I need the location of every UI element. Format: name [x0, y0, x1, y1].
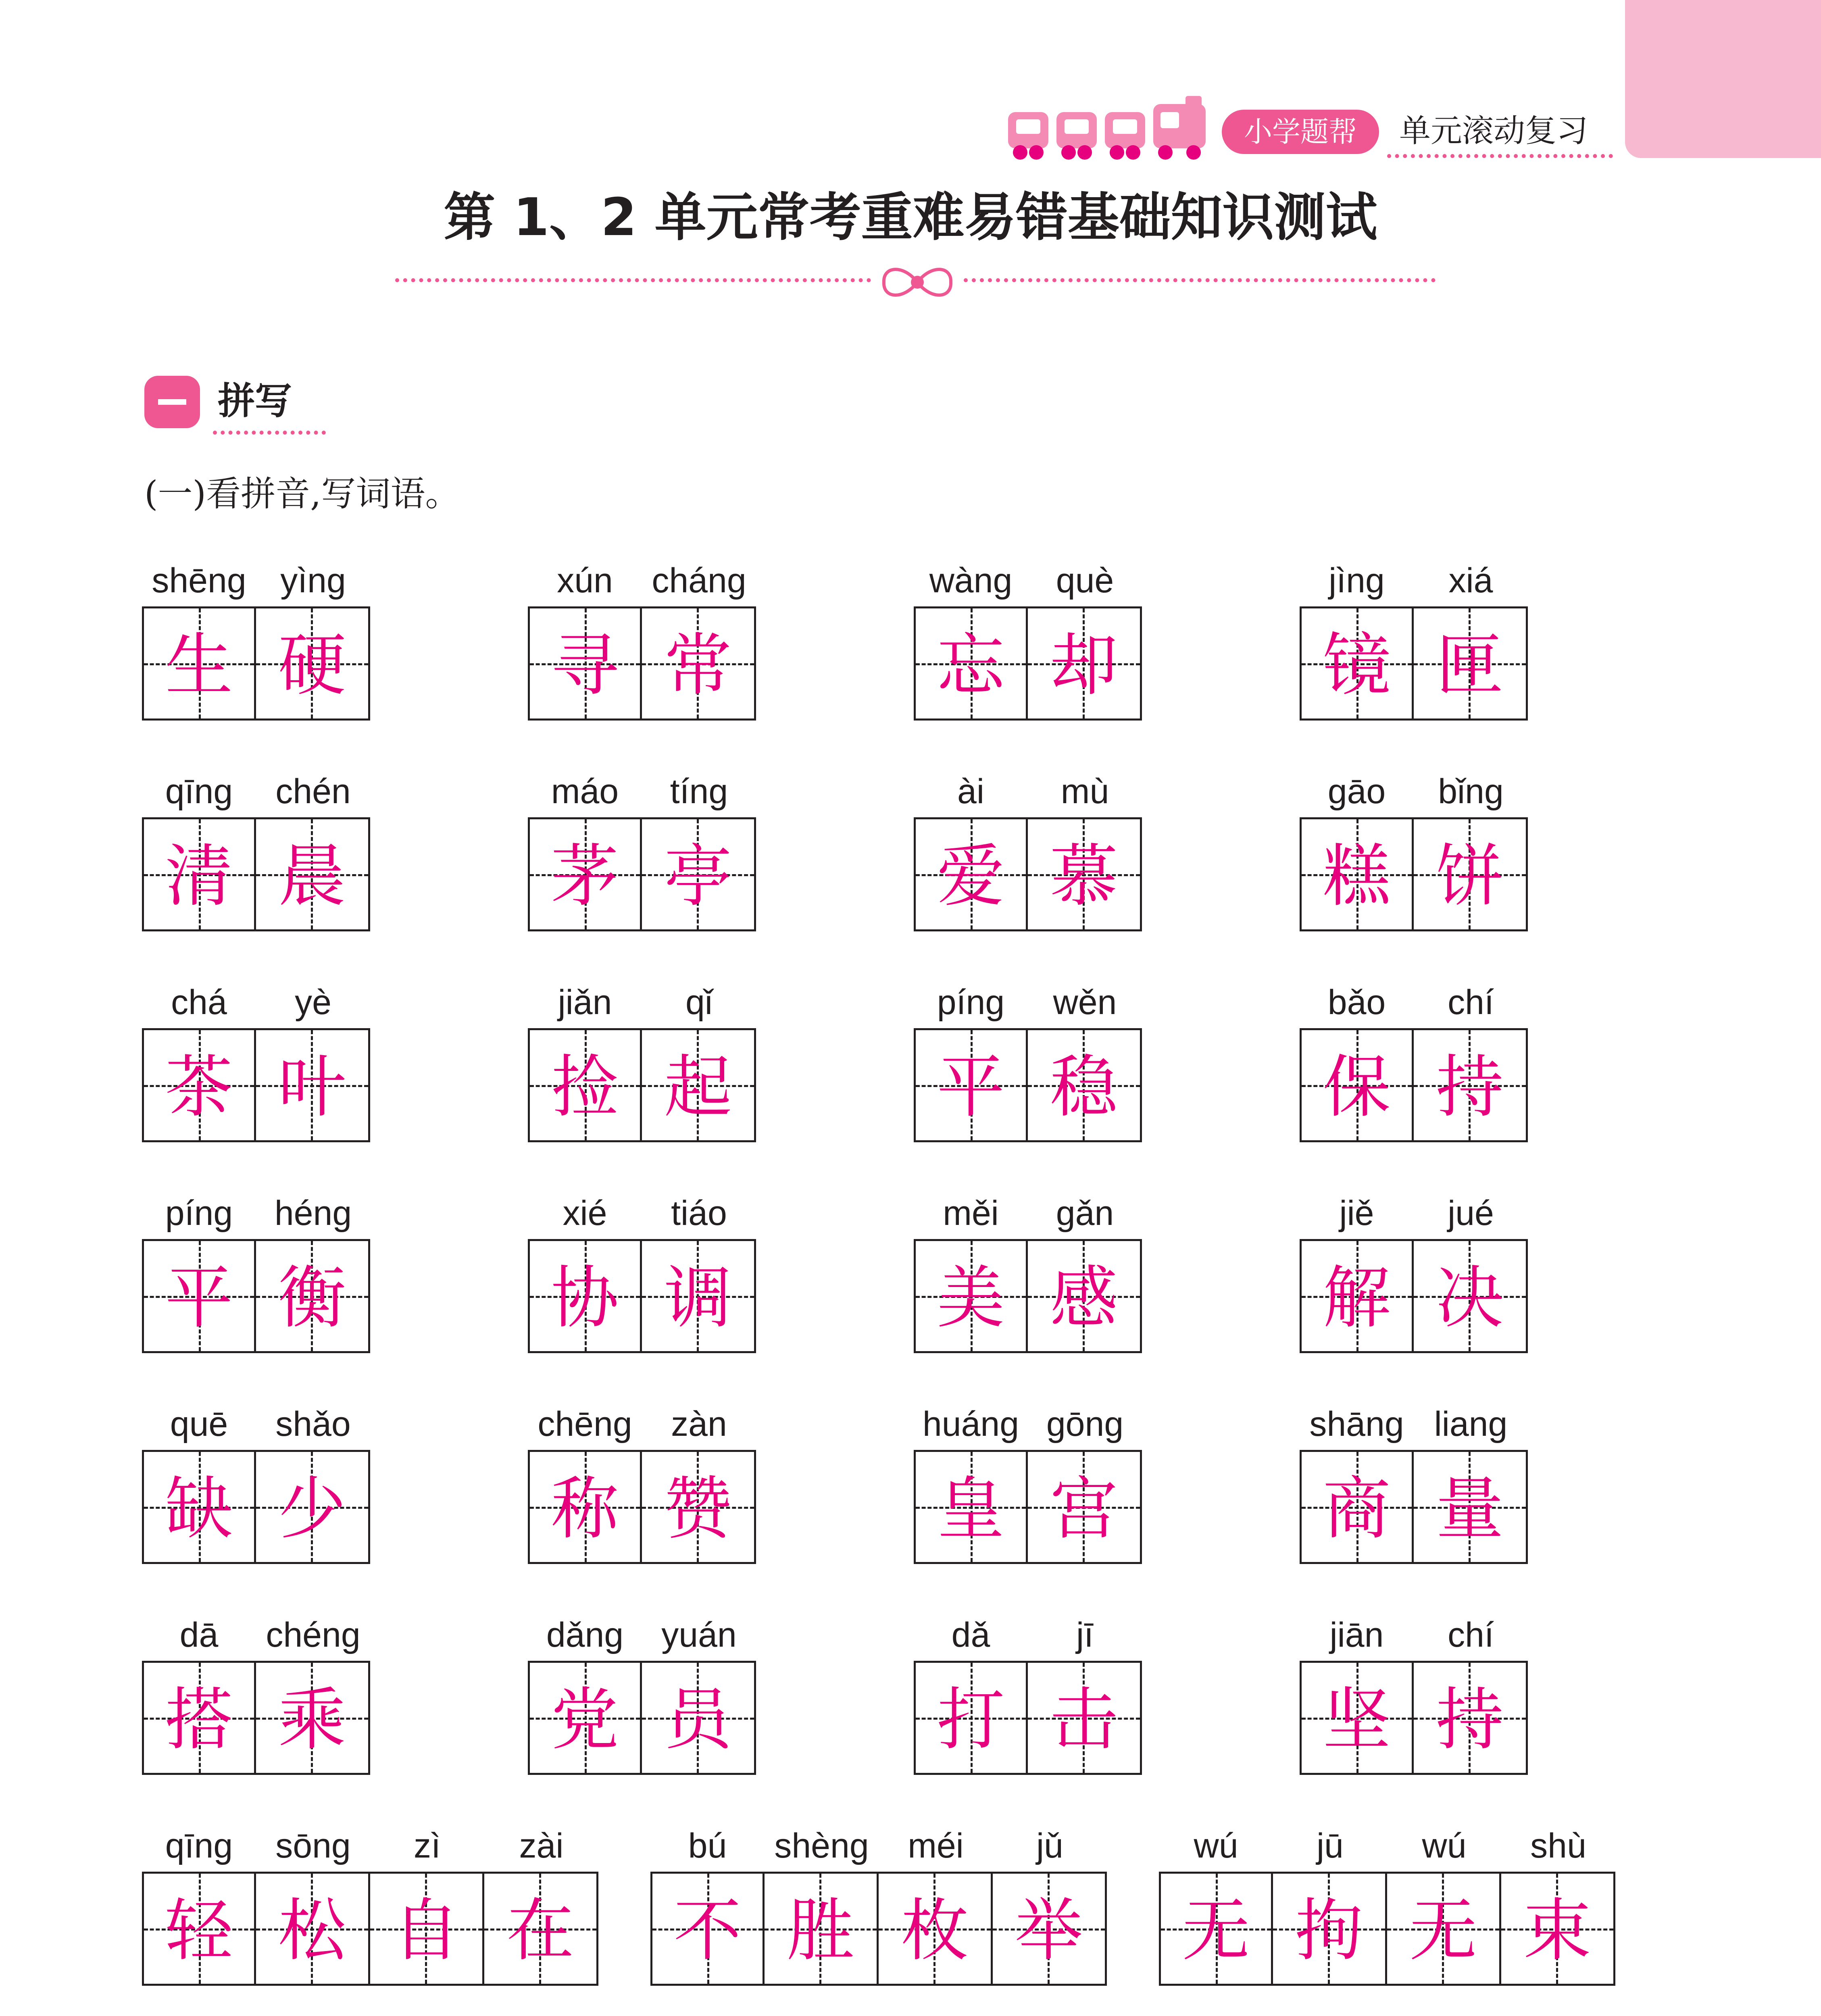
- pinyin-syllable: mù: [1061, 772, 1109, 811]
- pinyin-syllable: chá: [171, 983, 227, 1022]
- character-box[interactable]: [642, 1450, 756, 1564]
- answer-character: 清: [165, 837, 233, 916]
- answer-character: 茅: [551, 837, 619, 916]
- pinyin-syllable: yuán: [661, 1616, 737, 1654]
- character-box[interactable]: [642, 1661, 756, 1775]
- answer-character: 美: [937, 1258, 1005, 1337]
- character-box[interactable]: [1414, 1239, 1528, 1353]
- answer-character: 不: [673, 1891, 742, 1970]
- character-box[interactable]: [642, 1028, 756, 1142]
- character-box[interactable]: [142, 1028, 256, 1142]
- answer-character: 少: [278, 1469, 346, 1548]
- answer-character: 打: [937, 1680, 1005, 1759]
- title-divider-right: [964, 278, 1436, 282]
- pinyin-syllable: yè: [295, 983, 331, 1022]
- pinyin-syllable: sōng: [275, 1826, 351, 1865]
- pinyin-syllable: chí: [1448, 1616, 1494, 1654]
- section-number-badge: [144, 376, 200, 428]
- pinyin-syllable: yìng: [280, 561, 346, 600]
- pinyin-syllable: què: [1056, 561, 1114, 600]
- pinyin-syllable: huáng: [922, 1405, 1019, 1443]
- character-box[interactable]: [993, 1872, 1107, 1986]
- pinyin-syllable: wú: [1422, 1826, 1467, 1865]
- answer-character: 稳: [1050, 1048, 1118, 1127]
- pinyin-syllable: jiān: [1329, 1616, 1384, 1654]
- pinyin-syllable: jiǎn: [558, 983, 612, 1022]
- bow-icon: [879, 262, 956, 302]
- answer-character: 持: [1436, 1680, 1504, 1759]
- character-box[interactable]: [142, 1872, 256, 1986]
- pinyin-syllable: shǎo: [275, 1405, 351, 1443]
- pinyin-syllable: shēng: [152, 561, 246, 600]
- answer-character: 起: [664, 1048, 732, 1127]
- answer-character: 茶: [165, 1048, 233, 1127]
- character-box[interactable]: [256, 817, 370, 931]
- character-box[interactable]: [1414, 1450, 1528, 1564]
- character-box[interactable]: [914, 1450, 1028, 1564]
- answer-character: 束: [1523, 1891, 1591, 1970]
- character-box[interactable]: [142, 1239, 256, 1353]
- pinyin-syllable: bú: [688, 1826, 727, 1865]
- pinyin-syllable: jī: [1076, 1616, 1094, 1654]
- character-box[interactable]: [1501, 1872, 1615, 1986]
- character-box[interactable]: [642, 1239, 756, 1353]
- character-box[interactable]: [528, 1450, 642, 1564]
- train-icon: [1004, 96, 1214, 165]
- pinyin-syllable: qīng: [165, 772, 233, 811]
- pinyin-syllable: máo: [551, 772, 619, 811]
- answer-character: 协: [551, 1258, 619, 1337]
- pinyin-syllable: jué: [1448, 1194, 1494, 1233]
- answer-character: 轻: [165, 1891, 233, 1970]
- answer-character: 常: [664, 626, 732, 705]
- pinyin-syllable: jū: [1317, 1826, 1344, 1865]
- character-box[interactable]: [142, 817, 256, 931]
- character-box[interactable]: [1414, 1661, 1528, 1775]
- pinyin-syllable: xún: [557, 561, 613, 600]
- character-box[interactable]: [528, 1239, 642, 1353]
- pinyin-syllable: héng: [274, 1194, 352, 1233]
- answer-character: 却: [1050, 626, 1118, 705]
- answer-character: 爱: [937, 837, 1005, 916]
- pinyin-syllable: dǎng: [546, 1616, 624, 1654]
- pinyin-syllable: wú: [1194, 1826, 1238, 1865]
- character-box[interactable]: [256, 1028, 370, 1142]
- pinyin-syllable: zàn: [671, 1405, 727, 1443]
- character-box[interactable]: [528, 817, 642, 931]
- answer-character: 决: [1436, 1258, 1504, 1337]
- character-box[interactable]: [1414, 1028, 1528, 1142]
- answer-character: 称: [551, 1469, 619, 1548]
- answer-character: 乘: [278, 1680, 346, 1759]
- answer-character: 自: [392, 1891, 460, 1970]
- answer-character: 捡: [551, 1048, 619, 1127]
- answer-character: 量: [1436, 1469, 1504, 1548]
- answer-character: 晨: [278, 837, 346, 916]
- answer-character: 调: [664, 1258, 732, 1337]
- header-section-label: 单元滚动复习: [1399, 113, 1588, 149]
- pinyin-syllable: wěn: [1053, 983, 1117, 1022]
- section-underline: [213, 431, 326, 435]
- character-box[interactable]: [914, 817, 1028, 931]
- character-box[interactable]: [1414, 817, 1528, 931]
- pinyin-syllable: píng: [165, 1194, 233, 1233]
- answer-character: 忘: [937, 626, 1005, 705]
- character-box[interactable]: [914, 1661, 1028, 1775]
- character-box[interactable]: [256, 1450, 370, 1564]
- pinyin-syllable: wàng: [929, 561, 1013, 600]
- page-title: 第 1、2 单元常考重难易错基础知识测试: [444, 187, 1377, 248]
- pinyin-syllable: dǎ: [951, 1616, 990, 1654]
- header-divider: [1387, 154, 1613, 158]
- brand-badge: 小学题帮: [1222, 110, 1379, 154]
- answer-character: 商: [1323, 1469, 1391, 1548]
- pinyin-syllable: shāng: [1309, 1405, 1404, 1443]
- character-box[interactable]: [1300, 1239, 1414, 1353]
- character-box[interactable]: [1028, 1239, 1142, 1353]
- answer-character: 匣: [1436, 626, 1504, 705]
- answer-character: 党: [551, 1680, 619, 1759]
- character-box[interactable]: [528, 1028, 642, 1142]
- character-box[interactable]: [914, 606, 1028, 721]
- character-box[interactable]: [1028, 817, 1142, 931]
- answer-character: 解: [1323, 1258, 1391, 1337]
- pinyin-syllable: qǐ: [685, 983, 713, 1022]
- character-box[interactable]: [256, 606, 370, 721]
- answer-character: 坚: [1323, 1680, 1391, 1759]
- pinyin-syllable: gāo: [1327, 772, 1386, 811]
- character-box[interactable]: [142, 606, 256, 721]
- answer-character: 枚: [901, 1891, 969, 1970]
- section-label: 拼写: [218, 379, 292, 423]
- pinyin-syllable: zài: [519, 1826, 564, 1865]
- answer-character: 饼: [1436, 837, 1504, 916]
- title-divider-left: [395, 278, 871, 282]
- character-box[interactable]: [142, 1450, 256, 1564]
- character-box[interactable]: [914, 1028, 1028, 1142]
- character-box[interactable]: [879, 1872, 993, 1986]
- answer-character: 平: [165, 1258, 233, 1337]
- answer-character: 镜: [1323, 626, 1391, 705]
- pinyin-syllable: dā: [179, 1616, 219, 1654]
- pinyin-syllable: chéng: [266, 1616, 360, 1654]
- character-box[interactable]: [1300, 1661, 1414, 1775]
- pinyin-syllable: ài: [957, 772, 984, 811]
- pinyin-syllable: qīng: [165, 1826, 233, 1865]
- pinyin-syllable: píng: [937, 983, 1005, 1022]
- answer-character: 叶: [278, 1048, 346, 1127]
- answer-character: 在: [506, 1891, 574, 1970]
- pinyin-syllable: měi: [943, 1194, 999, 1233]
- answer-character: 宫: [1050, 1469, 1118, 1548]
- pinyin-syllable: méi: [908, 1826, 964, 1865]
- pinyin-syllable: quē: [170, 1405, 228, 1443]
- answer-character: 胜: [787, 1891, 854, 1970]
- character-box[interactable]: [370, 1872, 484, 1986]
- character-box[interactable]: [256, 1872, 370, 1986]
- answer-character: 松: [278, 1891, 346, 1970]
- character-box[interactable]: [642, 817, 756, 931]
- pinyin-syllable: bǐng: [1438, 772, 1504, 811]
- answer-character: 衡: [278, 1258, 346, 1337]
- answer-character: 举: [1015, 1891, 1083, 1970]
- pinyin-syllable: gōng: [1046, 1405, 1124, 1443]
- answer-character: 员: [664, 1680, 732, 1759]
- answer-character: 持: [1436, 1048, 1504, 1127]
- pinyin-syllable: chí: [1448, 983, 1494, 1022]
- answer-character: 平: [937, 1048, 1005, 1127]
- character-box[interactable]: [1414, 606, 1528, 721]
- answer-character: 慕: [1050, 837, 1118, 916]
- character-box[interactable]: [1028, 1028, 1142, 1142]
- character-box[interactable]: [1028, 1450, 1142, 1564]
- character-box[interactable]: [528, 606, 642, 721]
- answer-character: 糕: [1323, 837, 1391, 916]
- pinyin-syllable: chén: [275, 772, 351, 811]
- character-box[interactable]: [642, 606, 756, 721]
- character-box[interactable]: [484, 1872, 598, 1986]
- character-box[interactable]: [1159, 1872, 1273, 1986]
- character-box[interactable]: [142, 1661, 256, 1775]
- character-box[interactable]: [256, 1239, 370, 1353]
- character-box[interactable]: [1300, 1028, 1414, 1142]
- pinyin-syllable: jìng: [1329, 561, 1385, 600]
- answer-character: 赞: [664, 1469, 732, 1548]
- character-box[interactable]: [765, 1872, 879, 1986]
- pinyin-syllable: gǎn: [1056, 1194, 1114, 1233]
- part1-heading: (一)看拼音,写词语。: [144, 474, 460, 514]
- pinyin-syllable: xiá: [1448, 561, 1493, 600]
- pinyin-syllable: shù: [1530, 1826, 1586, 1865]
- character-box[interactable]: [1300, 606, 1414, 721]
- character-box[interactable]: [1273, 1872, 1387, 1986]
- pinyin-syllable: tíng: [670, 772, 728, 811]
- character-box[interactable]: [256, 1661, 370, 1775]
- answer-character: 击: [1050, 1680, 1118, 1759]
- character-box[interactable]: [1387, 1872, 1501, 1986]
- pinyin-syllable: bǎo: [1327, 983, 1386, 1022]
- pinyin-syllable: xié: [563, 1194, 607, 1233]
- answer-character: 保: [1323, 1048, 1391, 1127]
- pinyin-syllable: zì: [414, 1826, 441, 1865]
- answer-character: 生: [165, 626, 233, 705]
- answer-character: 无: [1182, 1891, 1250, 1970]
- answer-character: 亭: [664, 837, 732, 916]
- pinyin-syllable: liang: [1434, 1405, 1508, 1443]
- character-box[interactable]: [650, 1872, 765, 1986]
- answer-character: 无: [1409, 1891, 1477, 1970]
- answer-character: 皇: [937, 1469, 1005, 1548]
- character-box[interactable]: [1028, 606, 1142, 721]
- pinyin-syllable: tiáo: [671, 1194, 727, 1233]
- answer-character: 硬: [278, 626, 346, 705]
- pinyin-syllable: jǔ: [1036, 1826, 1063, 1865]
- character-box[interactable]: [914, 1239, 1028, 1353]
- character-box[interactable]: [528, 1661, 642, 1775]
- character-box[interactable]: [1028, 1661, 1142, 1775]
- answer-character: 感: [1050, 1258, 1118, 1337]
- character-box[interactable]: [1300, 817, 1414, 931]
- pinyin-syllable: cháng: [652, 561, 746, 600]
- pinyin-syllable: shèng: [774, 1826, 869, 1865]
- corner-tab: [1625, 0, 1821, 158]
- pinyin-syllable: jiě: [1339, 1194, 1374, 1233]
- pinyin-syllable: chēng: [538, 1405, 632, 1443]
- answer-character: 缺: [165, 1469, 233, 1548]
- answer-character: 寻: [551, 626, 619, 705]
- answer-character: 搭: [165, 1680, 233, 1759]
- answer-character: 拘: [1295, 1891, 1363, 1970]
- character-box[interactable]: [1300, 1450, 1414, 1564]
